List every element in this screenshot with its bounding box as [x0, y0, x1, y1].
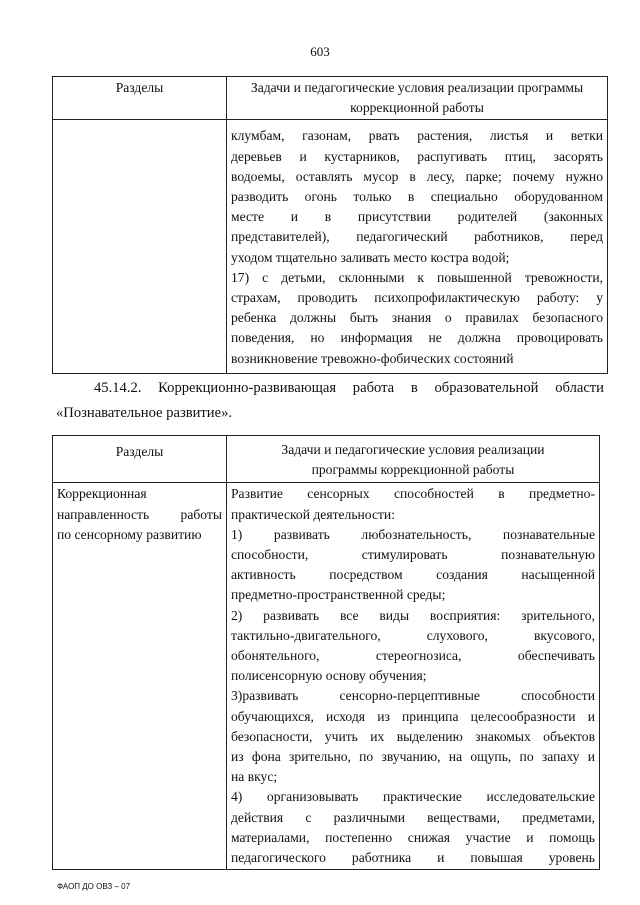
text-line: практической деятельности: [231, 506, 395, 522]
text-line: Развитие сенсорных способностей в предметно- [231, 486, 595, 502]
table-cognitive-development [52, 435, 600, 870]
text-line: на вкус; [231, 769, 278, 785]
text-line: материалами, постепенно снижая участие и помощь [231, 829, 595, 845]
text-line: представителей), педагогический работников, перед [231, 229, 603, 245]
text-line: 1) развивать любознательность, познавательные [231, 526, 595, 542]
text-line: безопасности, учить их выделению знакомых объектов [231, 728, 595, 744]
row-tasks-cell [227, 120, 608, 373]
text-line: 2) развивать все виды восприятия: зрительного, [231, 607, 595, 623]
text-line: обучающихся, исходя из принципа целесообразности и [231, 708, 595, 724]
text-line: по сенсорному развитию [57, 526, 202, 542]
table-header-row [53, 436, 600, 483]
text-line: 4) организовывать практические исследовательские [231, 789, 595, 805]
page-number: 603 [310, 44, 330, 59]
header-tasks-line: Задачи и педагогические условия реализации [281, 442, 545, 457]
text-line: активность посредством создания насыщенной [231, 567, 595, 583]
text-line: из фона зрительно, по звучанию, на ощупь, по запаху и [231, 749, 595, 765]
text-line: способности, стимулировать познавательную [231, 547, 595, 563]
section-heading [56, 376, 604, 426]
text-line: деревьев и кустарников, распугивать птиц, засорять [231, 148, 603, 164]
text-line: уходом тщательно заливать место костра водой; [231, 249, 510, 265]
row-tasks-cell [227, 483, 600, 870]
header-tasks-line: Задачи и педагогические условия реализации программы [250, 80, 584, 95]
table-row [53, 120, 608, 373]
text-line: действия с различными веществами, предметами, [231, 809, 595, 825]
text-line: 17) с детьми, склонными к повышенной тревожности, [231, 269, 603, 285]
section-heading-line: 45.14.2. Коррекционно-развивающая работа в образовательной области [94, 380, 604, 396]
text-line: направленность работы [57, 506, 222, 522]
text-line: тактильно-двигательного, слухового, вкусового, [231, 627, 595, 643]
table-tasks-continued [52, 76, 608, 374]
text-line: клумбам, газонам, рвать растения, листья и ветки [231, 128, 603, 144]
table-header-row [53, 77, 608, 120]
header-tasks [227, 436, 600, 483]
text-line: 3)развивать сенсорно-перцептивные способности [231, 688, 595, 704]
text-line: возникновение тревожно-фобических состояний [231, 350, 514, 366]
table-row [53, 483, 600, 870]
header-tasks-line: программы коррекционной работы [311, 462, 515, 478]
header-sections: Разделы [53, 436, 227, 483]
text-line: полисенсорную основу обучения; [231, 668, 427, 684]
text-line: Коррекционная [57, 486, 147, 502]
text-line: педагогического работника и повышая уровень [231, 850, 595, 866]
row-section-cell [53, 120, 227, 373]
text-line: предметно-пространственной среды; [231, 587, 446, 603]
text-line: разводить огонь только в специально оборудованном [231, 189, 603, 205]
text-line: месте и в присутствии родителей (законных [231, 209, 603, 225]
text-line: ребенка должны быть знания о правилах безопасного [231, 310, 603, 326]
row-section-cell [53, 483, 227, 870]
text-line: обонятельного, стереогнозиса, обеспечивать [231, 648, 595, 664]
text-line: водоемы, оставлять мусор в лесу, парке; почему нужно [231, 168, 603, 184]
header-tasks [227, 77, 608, 120]
header-tasks-line: коррекционной работы [350, 100, 484, 116]
footer-document-code: ФАОП ДО ОВЗ – 07 [57, 882, 131, 891]
text-line: поведения, но информация не должна провоцировать [231, 330, 603, 346]
section-heading-line: «Познавательное развитие». [56, 405, 233, 421]
text-line: страхам, проводить психопрофилактическую работу: у [231, 290, 603, 306]
header-sections: Разделы [53, 77, 227, 120]
